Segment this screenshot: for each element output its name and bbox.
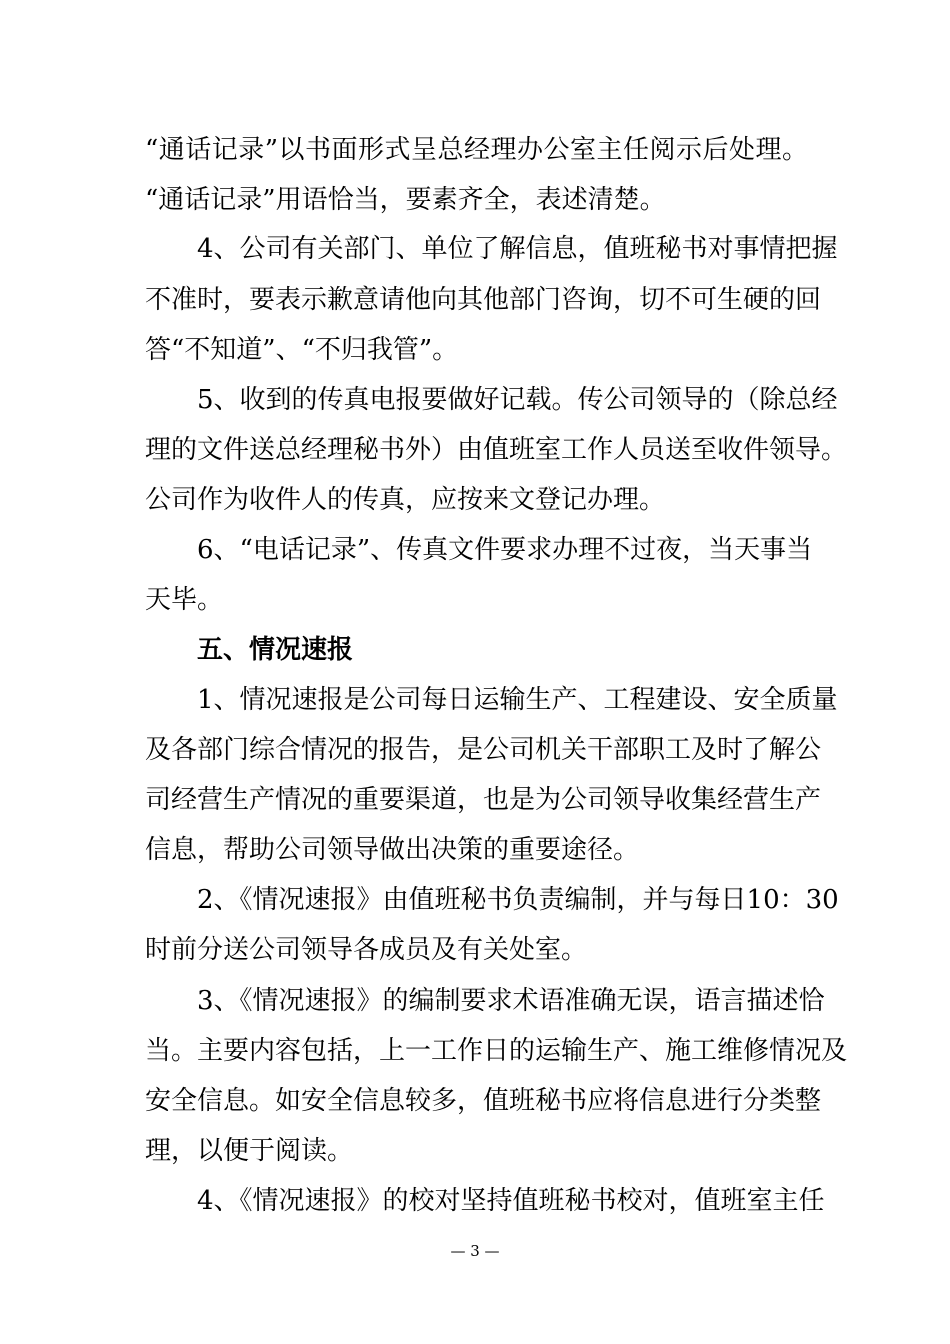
body-line: 答“不知道”、“不归我管”。 xyxy=(145,335,459,365)
body-line: 理，以便于阅读。 xyxy=(145,1136,354,1166)
body-line: 时前分送公司领导各成员及有关处室。 xyxy=(145,935,588,965)
body-line: 天毕。 xyxy=(145,585,224,615)
body-line: 4、《情况速报》的校对坚持值班秘书校对，值班室主任 xyxy=(197,1186,825,1216)
body-line: 不准时，要表示歉意请他向其他部门咨询，切不可生硬的回 xyxy=(145,285,822,315)
body-line: 公司作为收件人的传真，应按来文登记办理。 xyxy=(145,485,666,515)
body-line: 3、《情况速报》的编制要求术语准确无误，语言描述恰 xyxy=(197,986,825,1016)
body-line: “通话记录”以书面形式呈总经理办公室主任阅示后处理。 xyxy=(145,135,808,165)
body-line: 4、公司有关部门、单位了解信息，值班秘书对事情把握 xyxy=(197,234,838,264)
body-line: 安全信息。如安全信息较多，值班秘书应将信息进行分类整 xyxy=(145,1086,822,1116)
body-line: 1、情况速报是公司每日运输生产、工程建设、安全质量 xyxy=(197,685,838,715)
body-line: 6、“电话记录”、传真文件要求办理不过夜，当天事当 xyxy=(197,535,813,565)
body-line: 司经营生产情况的重要渠道，也是为公司领导收集经营生产 xyxy=(145,785,822,815)
body-line: 信息，帮助公司领导做出决策的重要途径。 xyxy=(145,835,640,865)
body-line: 2、《情况速报》由值班秘书负责编制，并与每日10：30 xyxy=(197,885,839,915)
section-heading: 五、情况速报 xyxy=(197,635,354,665)
page-number: — 3 — xyxy=(450,1242,500,1260)
body-line: 及各部门综合情况的报告，是公司机关干部职工及时了解公 xyxy=(145,735,822,765)
body-line: “通话记录”用语恰当，要素齐全，表述清楚。 xyxy=(145,185,666,215)
body-line: 5、收到的传真电报要做好记载。传公司领导的（除总经 xyxy=(197,385,838,415)
body-line: 理的文件送总经理秘书外）由值班室工作人员送至收件领导。 xyxy=(145,435,848,465)
body-line: 当。主要内容包括，上一工作日的运输生产、施工维修情况及 xyxy=(145,1036,848,1066)
